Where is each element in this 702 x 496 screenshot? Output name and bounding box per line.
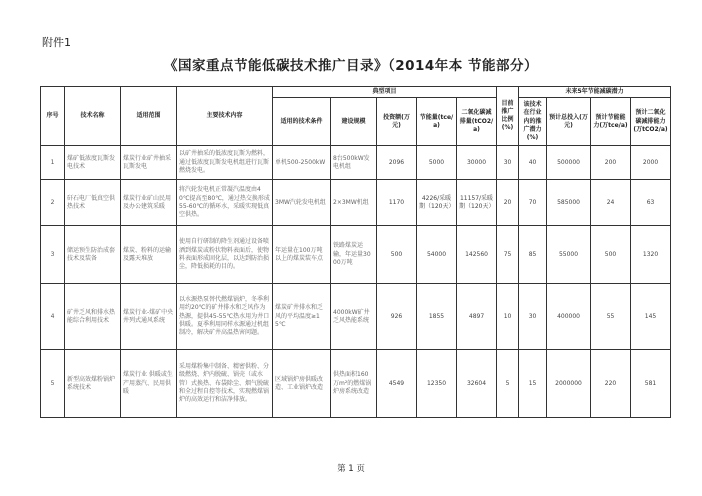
- header-predicted-ratio: 该技术在行业内的推广潜力(%): [519, 98, 547, 146]
- cell-content: 以水源热泵替代燃煤锅炉，冬季利用约20℃的矿井排水和乏风作为热源，提供45-55℃热水用为井口供暖。夏季利用同样水源通过机组制冷，解决矿井高温热害问题。: [177, 284, 273, 350]
- cell-saving-potential: 200: [591, 146, 631, 180]
- cell-predicted-ratio: 85: [519, 226, 547, 284]
- header-future: 未来5年节能减碳潜力: [519, 87, 671, 98]
- table-row: [41, 180, 671, 226]
- cell-investment: 500: [377, 226, 417, 284]
- cell-content: 以矿井抽采的低浓度瓦斯为燃料，通过低浓度瓦斯发电机组进行瓦斯燃烧发电。: [177, 146, 273, 180]
- cell-total-investment: 2000000: [547, 350, 591, 418]
- cell-co2-potential: 581: [631, 350, 671, 418]
- header-content: 主要技术内容: [177, 87, 273, 146]
- header-seq: 序号: [41, 87, 65, 146]
- cell-investment: 926: [377, 284, 417, 350]
- table-row: [41, 226, 671, 284]
- cell-conditions: 3MW汽轮发电机组: [273, 180, 331, 226]
- cell-conditions: 煤炭矿井排水和乏风的平均温度≥15℃: [273, 284, 331, 350]
- attachment-label: 附件1: [42, 36, 71, 49]
- cell-investment: 4549: [377, 350, 417, 418]
- header-typical: 典型项目: [273, 87, 497, 98]
- header-scale: 建设规模: [331, 98, 377, 146]
- table-row: [41, 284, 671, 350]
- header-ratio: 目前推广比例(%): [497, 87, 519, 146]
- header-conditions: 适用的技术条件: [273, 98, 331, 146]
- header-co2-potential: 预计二氧化碳减排能力(万tCO2/a): [631, 98, 671, 146]
- cell-saving-potential: 55: [591, 284, 631, 350]
- cell-seq: 5: [41, 350, 65, 418]
- page-title: 《国家重点节能低碳技术推广目录》（2014年本 节能部分）: [163, 58, 539, 74]
- cell-conditions: 年运量在100万吨以上的煤炭装车点: [273, 226, 331, 284]
- cell-saving-potential: 500: [591, 226, 631, 284]
- cell-energy-saving: 54000: [417, 226, 457, 284]
- cell-scope: 煤炭行业 供暖或生产用蒸汽、民用供暖: [121, 350, 177, 418]
- header-scope: 适用范围: [121, 87, 177, 146]
- cell-co2-potential: 63: [631, 180, 671, 226]
- cell-name: 矸石电厂低真空供热技术: [65, 180, 121, 226]
- cell-saving-potential: 24: [591, 180, 631, 226]
- cell-total-investment: 500000: [547, 146, 591, 180]
- cell-seq: 4: [41, 284, 65, 350]
- cell-content: 采用煤粉集中制备、精密供粉、分级燃烧、炉内脱硫、锅壳（或水管）式换热、布袋除尘、烟气脱硫和全过程自控等技术，实现燃煤锅炉的高效运行和洁净排放。: [177, 350, 273, 418]
- page-number: 第 1 页: [337, 464, 365, 474]
- cell-scale: 4000kW矿井乏风热能系统: [331, 284, 377, 350]
- cell-total-investment: 585000: [547, 180, 591, 226]
- cell-co2-reduction: 11157/采暖期（120天）: [457, 180, 497, 226]
- technology-table: [40, 86, 671, 418]
- cell-scope: 煤炭行业-煤矿中央井列式通风系统: [121, 284, 177, 350]
- cell-ratio: 30: [497, 146, 519, 180]
- cell-name: 储运预生防治成套技术及装备: [65, 226, 121, 284]
- cell-ratio: 5: [497, 350, 519, 418]
- cell-scale: 2×3MW机组: [331, 180, 377, 226]
- cell-conditions: 单机500-2500kW: [273, 146, 331, 180]
- table-row: [41, 350, 671, 418]
- cell-scale: 铁路煤炭运输，年运量3000万吨: [331, 226, 377, 284]
- header-investment: 投资额(万元): [377, 98, 417, 146]
- header-co2-reduction: 二氧化碳减排量(tCO2/a): [457, 98, 497, 146]
- cell-predicted-ratio: 30: [519, 284, 547, 350]
- cell-ratio: 10: [497, 284, 519, 350]
- cell-scale: 8台500kW发电机组: [331, 146, 377, 180]
- cell-scale: 供热面积160万m²的燃煤锅炉房系统改造: [331, 350, 377, 418]
- cell-total-investment: 400000: [547, 284, 591, 350]
- cell-co2-reduction: 4897: [457, 284, 497, 350]
- cell-co2-reduction: 30000: [457, 146, 497, 180]
- cell-co2-reduction: 32604: [457, 350, 497, 418]
- cell-ratio: 75: [497, 226, 519, 284]
- cell-co2-potential: 2000: [631, 146, 671, 180]
- cell-conditions: 区域锅炉房供暖改造、工业锅炉改造: [273, 350, 331, 418]
- cell-predicted-ratio: 70: [519, 180, 547, 226]
- cell-co2-potential: 1320: [631, 226, 671, 284]
- cell-energy-saving: 12350: [417, 350, 457, 418]
- cell-investment: 2096: [377, 146, 417, 180]
- cell-name: 煤矿低浓度瓦斯发电技术: [65, 146, 121, 180]
- cell-name: 新型高效煤粉锅炉系统技术: [65, 350, 121, 418]
- cell-ratio: 20: [497, 180, 519, 226]
- cell-energy-saving: 1855: [417, 284, 457, 350]
- cell-investment: 1170: [377, 180, 417, 226]
- header-saving-potential: 预计节能能力(万tce/a): [591, 98, 631, 146]
- cell-seq: 3: [41, 226, 65, 284]
- cell-saving-potential: 220: [591, 350, 631, 418]
- cell-energy-saving: 5000: [417, 146, 457, 180]
- cell-seq: 2: [41, 180, 65, 226]
- cell-scope: 煤炭行业矿井抽采瓦斯发电: [121, 146, 177, 180]
- cell-total-investment: 55000: [547, 226, 591, 284]
- cell-content: 使用自行研制的降生剂通过设备喷洒到煤炭或粉状物料表面后，使物料表面形成固化层，以达到防治损尘，降低损耗的目的。: [177, 226, 273, 284]
- header-total-investment: 预计总投入(万元): [547, 98, 591, 146]
- table-row: [41, 146, 671, 180]
- cell-predicted-ratio: 15: [519, 350, 547, 418]
- cell-predicted-ratio: 40: [519, 146, 547, 180]
- header-name: 技术名称: [65, 87, 121, 146]
- cell-co2-potential: 145: [631, 284, 671, 350]
- cell-name: 矿井乏风和排水热能综合利用技术: [65, 284, 121, 350]
- header-energy-saving: 节能量(tce/a): [417, 98, 457, 146]
- cell-scope: 煤炭、粉料的运输及露天堆放: [121, 226, 177, 284]
- cell-seq: 1: [41, 146, 65, 180]
- cell-energy-saving: 4226/采暖期（120天）: [417, 180, 457, 226]
- cell-content: 将汽轮发电机正常凝汽温度由40℃提高至80℃，通过热交换形成55-60℃的循环水，采暖实现低真空供热。: [177, 180, 273, 226]
- cell-co2-reduction: 142560: [457, 226, 497, 284]
- cell-scope: 煤炭行业矿山民用及办公建筑采暖: [121, 180, 177, 226]
